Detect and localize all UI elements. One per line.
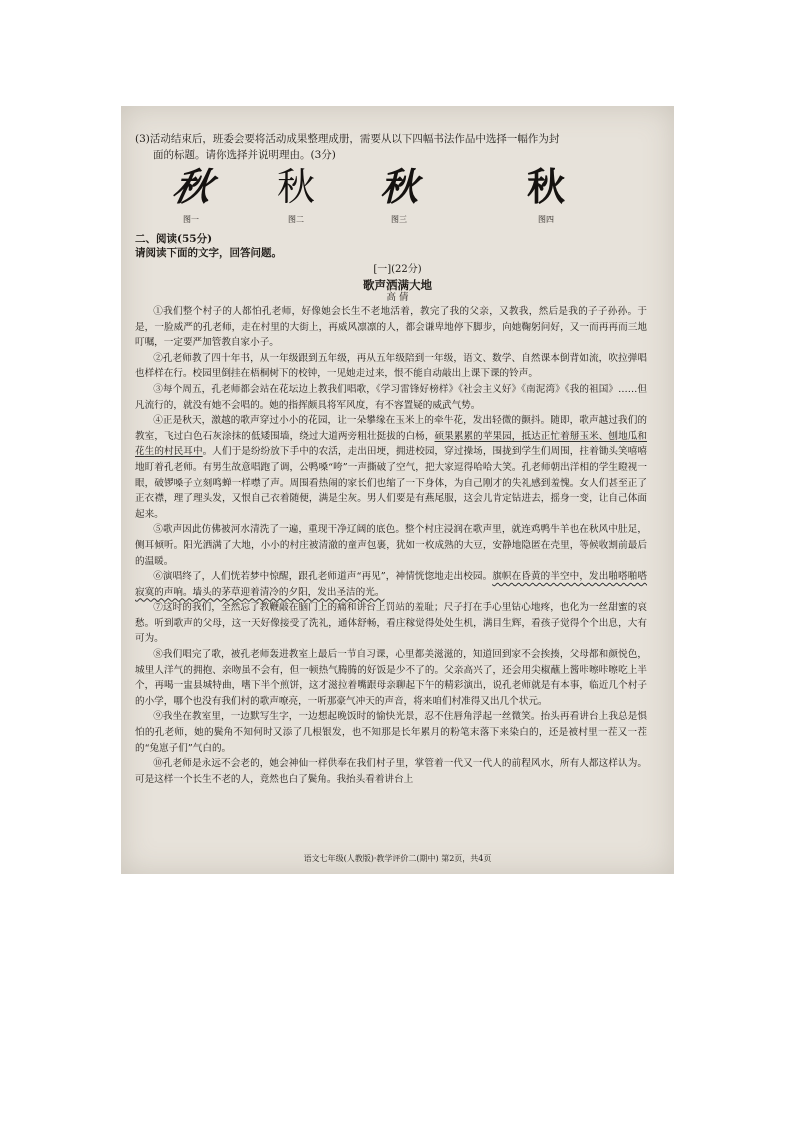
question-3-line-1: (3)活动结束后，班委会要将活动成果整理成册，需要从以下四幅书法作品中选择一幅作为封 [135,133,560,145]
paragraph [135,382,647,413]
exam-page [121,106,674,874]
paragraph-text: ③每个周五，孔老师都会站在花坛边上教我们唱歌，《学习雷锋好榜样》《社会主义好》《南泥湾》《我的祖国》……但凡流行的，就没有她不会唱的。她的指挥颇具将军风度，有不容置疑的威武气势。 [135,383,647,411]
calligraphy-glyph: 秋 [526,165,565,209]
calligraphy-option-4 [486,164,606,234]
calligraphy-glyph: 秋 [379,164,418,209]
paragraph-text: ⑥演唱终了，人们恍若梦中惊醒，跟孔老师道声“再见”，神情恍惚地走出校园。 [153,571,493,583]
calligraphy-option-1 [131,164,251,234]
calligraphy-option-3 [339,164,459,234]
paragraph [135,351,647,382]
passage-body [135,304,647,787]
paragraph-text: ②孔老师教了四十年书，从一年级跟到五年级，再从五年级陪到一年级，语文、数学、自然课本倒背如流，吹拉弹唱也样样在行。校园里倒挂在梧桐树下的校钟，一见她走过来，恨不能自动敲出上课下课的铃声。 [135,352,647,380]
paragraph [135,304,647,351]
page-footer: 语文七年级(人教版)·教学评价二(期中) 第2页，共4页 [303,854,492,863]
section-heading: 二、阅读(55分) [135,233,213,245]
passage-title: 歌声洒满大地 [363,278,432,292]
calligraphy-glyph: 秋 [276,165,315,209]
paragraph [135,569,647,600]
calligraphy-caption: 图一 [183,215,199,224]
paragraph [135,756,647,787]
paragraph-text: ④正是秋天，激越的歌声穿过小小的花园，让一朵攀缘在玉米上的牵牛花，发出轻微的颤抖。随即，歌声越过我们的教室，飞过白色石灰涂抹的低矮围墙，绕过大道两旁粗壮挺拔的白杨， [135,415,647,442]
paragraph-text: ⑩孔老师是永远不会老的，她会神仙一样供奉在我们村子里，掌管着一代又一代人的前程风水，所有人都这样认为。可是这样一个长生不老的人，竟然也白了鬓角。我抬头看着讲台上 [135,758,647,785]
paragraph [135,522,647,569]
paragraph [135,647,647,709]
calligraphy-option-2 [236,164,356,234]
paragraph [135,600,647,647]
paragraph-text: 。人们于是纷纷放下手中的农活，走出田埂，拥进校园，穿过操场，围拢到学生们周围，拄着锄头笑嘻嘻地盯着孔老师。有男生故意唱跑了调，公鸭嗓“咵”一声撕破了空气，把大家逗得哈哈大笑。孔老师朝出洋相的学生瞪视一眼，破锣嗓子立刻鸣蝉一样噤了声。周围看热闹的家长们也缩了一下身体，为自己刚才的失礼感到羞愧。女人们甚至正了正衣襟，理了理头发，又恨自己衣着随便，满是尘灰。男人们要是有燕尾服，这会儿肯定钻进去，摇身一变，让自己体面起来。 [135,446,648,520]
paragraph [135,413,647,522]
question-3-line-2: 面的标题。请你选择并说明理由。(3分) [153,149,336,161]
paragraph-text: ⑤歌声因此仿佛被河水清洗了一遍，重现干净辽阔的底色。整个村庄浸润在歌声里，就连鸡鸭牛羊也在秋风中肚足，侧耳倾听。阳光洒满了大地，小小的村庄被清澈的童声包裹，犹如一枚成熟的大豆，安静地隐匿在壳里，等候收割前最后的温暖。 [135,524,647,567]
passage-author: 高 倩 [386,292,409,303]
underlined-sentence: 硕果累累的苹果园，抵达正忙着掰玉米、刨地瓜和花生的村民耳中 [135,430,648,458]
calligraphy-caption: 图二 [288,215,304,224]
wavy-underlined-sentence: 旗帜在昏黄的半空中，发出啪嗒啪嗒寂寞的声响。墙头的茅草迎着清冷的夕阳，发出圣洁的光。 [135,571,648,598]
paragraph-text: ⑨我坐在教室里，一边默写生字，一边想起晚饭时的愉快光景，忍不住唇角浮起一丝微笑。抬头再看讲台上我总是惧怕的孔老师，她的鬓角不知何时又添了几根银发，也不知那是长年累月的粉笔末落下来染白的，还是被村里一茬又一茬的“兔崽子们”气白的。 [135,711,647,754]
paragraph-text: ①我们整个村子的人都怕孔老师，好像她会长生不老地活着，教完了我的父亲，又教我，然后是我的子子孙孙。于是，一脸威严的孔老师，走在村里的大街上，再威风凛凛的人，都会谦卑地停下脚步，向她鞠躬问好，又一而再再而三地叮嘱，一定要严加管教自家小子。 [135,306,647,349]
paragraph-text: ⑦这时的我们，全然忘了教鞭敲在脑门上的痛和讲台上罚站的羞耻；尺子打在手心里钻心地疼，也化为一丝甜蜜的哀愁。听到歌声的父母，这一天好像接受了洗礼，通体舒畅，看庄稼觉得处处生机，满目生辉，看孩子觉得个个出息，大有可为。 [135,602,647,645]
passage-part-label: [一](22分) [373,264,422,275]
calligraphy-glyph: 秋 [168,164,214,209]
section-instruction: 请阅读下面的文字，回答问题。 [135,247,282,259]
question-3 [135,131,647,163]
calligraphy-caption: 图三 [391,215,407,224]
paragraph-text: ⑧我们唱完了歌，被孔老师轰进教室上最后一节自习课，心里都美滋滋的，知道回到家不会挨揍，父母都和颜悦色，城里人洋气的拥抱、亲吻虽不会有，但一顿热气腾腾的好饭是少不了的。父亲高兴了，还会用尖椒蘸上酱咔嚓咔嚓吃上半个，再喝一盅县城特曲，嗜下半个煎饼，这才滋拉着嘴跟母亲聊起下午的精彩演出，说孔老师就是有本事，临近几个村子的小学，哪个也没有我们村的歌声嘹亮，一听那豪气冲天的声音，将来咱们村准得又出几个状元。 [135,649,647,707]
paragraph [135,709,647,756]
calligraphy-caption: 图四 [538,215,554,224]
